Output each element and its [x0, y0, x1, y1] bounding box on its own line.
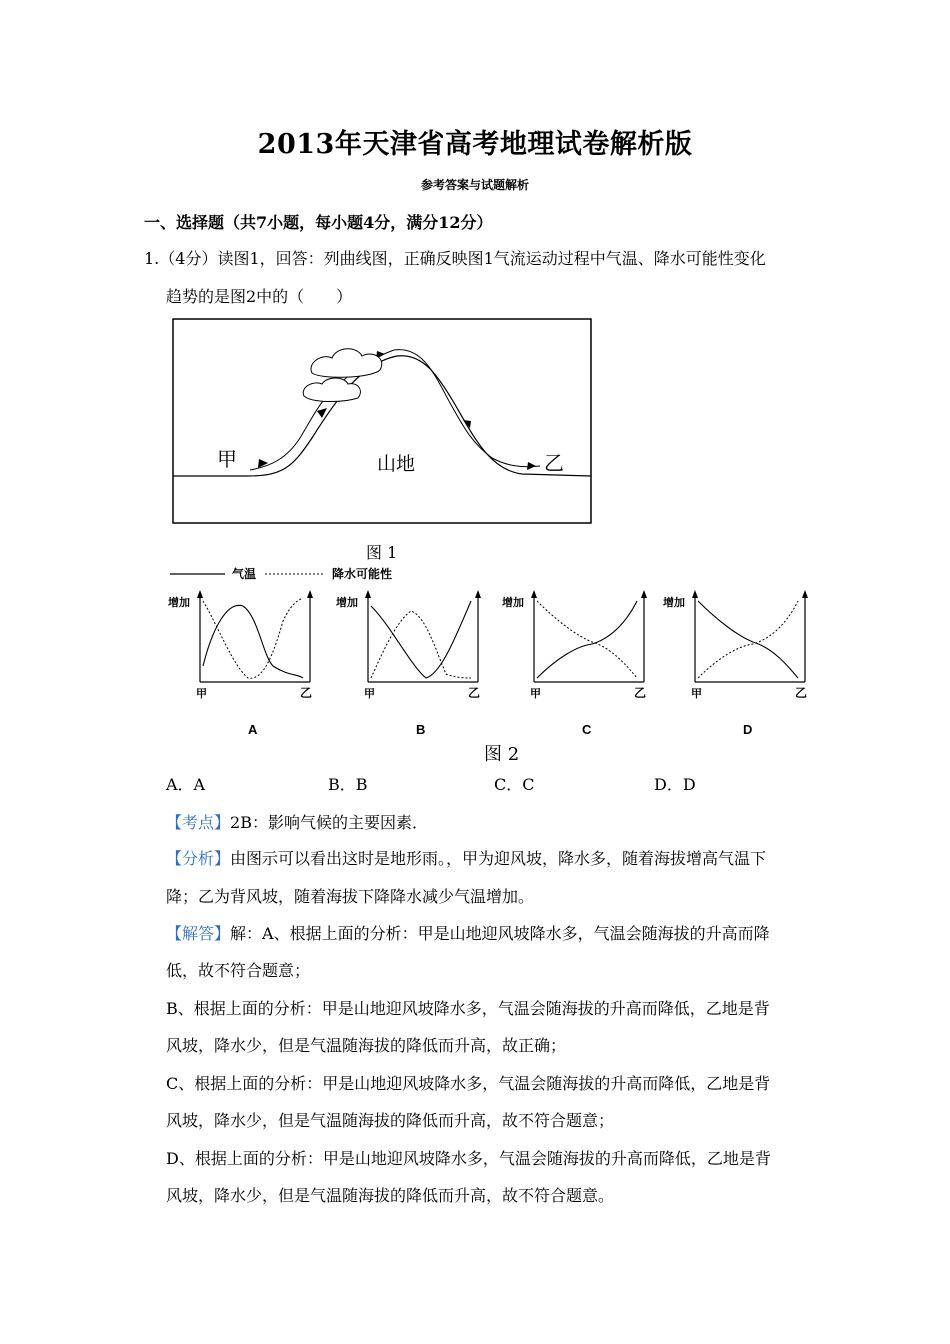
panel-label: B [416, 722, 426, 737]
axis-arrow-icon [531, 590, 537, 598]
figure-2-legend [170, 566, 392, 581]
x-label-end: 乙 [300, 686, 313, 700]
series-precipitation [203, 598, 303, 678]
y-axis-label: 增加 [336, 597, 358, 609]
y-axis-label: 增加 [663, 597, 685, 609]
fenxi-line-2: 降；乙为背风坡，随着海拔下降降水减少气温增加。 [166, 887, 535, 906]
option-d[interactable]: D．D [654, 775, 696, 794]
axis-arrow-icon [197, 590, 203, 598]
section-heading: 一、选择题（共7小题，每小题4分，满分12分） [144, 213, 493, 232]
x-label-start: 甲 [196, 688, 207, 700]
axis-arrow-icon [475, 590, 481, 598]
chart-panel-c [502, 590, 647, 737]
x-label-end: 乙 [468, 686, 481, 700]
chart-panel-b [336, 590, 481, 737]
chart-panel-d [663, 590, 808, 737]
panel-label: A [248, 722, 258, 737]
jieda-line-2: 低，故不符合题意； [166, 961, 311, 980]
jieda-text-1: 解：A、根据上面的分析：甲是山地迎风坡降水多，气温会随海拔的升高而降 [230, 924, 770, 943]
x-label-start: 甲 [364, 688, 375, 700]
kaodian-text: 2B：影响气候的主要因素． [230, 813, 428, 832]
figure-2-caption: 图 2 [484, 744, 520, 765]
y-axis-label: 增加 [502, 597, 524, 609]
page-subtitle: 参考答案与试题解析 [420, 178, 529, 192]
label-shandi: 山地 [377, 454, 416, 475]
figure-1 [172, 318, 592, 524]
legend-temperature: 气温 [232, 567, 257, 581]
figure-1-caption: 图 1 [366, 543, 398, 562]
panel-label: C [582, 722, 592, 737]
option-a[interactable]: A．A [166, 775, 206, 794]
axis-arrow-icon [641, 590, 647, 598]
figure-1-diagram [172, 318, 592, 524]
x-label-start: 甲 [530, 688, 541, 700]
jieda-line-1 [166, 921, 770, 944]
axis-arrow-icon [802, 590, 808, 598]
series-temperature [203, 605, 303, 678]
axis-arrow-icon [692, 590, 698, 598]
panel-label: D [743, 722, 753, 737]
option-b[interactable]: B．B [328, 775, 368, 794]
chart-panel-a [168, 590, 313, 737]
x-label-start: 甲 [691, 688, 702, 700]
series-temperature [698, 601, 798, 678]
question-line-1: 1.（4分）读图1，回答：列曲线图，正确反映图1气流运动过程中气温、降水可能性变化 [144, 249, 766, 268]
axis-arrow-icon [307, 590, 313, 598]
label-yi: 乙 [544, 453, 564, 475]
y-axis-label: 增加 [168, 597, 190, 609]
answer-d-line-1: D、根据上面的分析：甲是山地迎风坡降水多，气温会随海拔的升高而降低，乙地是背 [166, 1149, 771, 1168]
x-label-end: 乙 [795, 686, 808, 700]
answer-d-line-2: 风坡，降水少，但是气温随海拔的降低而升高，故不符合题意。 [166, 1186, 615, 1205]
answer-b-line-2: 风坡，降水少，但是气温随海拔的降低而升高，故正确； [166, 1036, 567, 1055]
series-temperature [537, 601, 637, 678]
fenxi-line-1 [166, 846, 766, 869]
answer-c-line-2: 风坡，降水少，但是气温随海拔的降低而升高，故不符合题意； [166, 1111, 615, 1130]
page-title: 2013年天津省高考地理试卷解析版 [257, 129, 693, 160]
series-precipitation [537, 601, 637, 678]
kaodian-line [166, 810, 428, 833]
label-jia: 甲 [217, 449, 237, 471]
figure-2 [160, 562, 820, 742]
answer-c-line-1: C、根据上面的分析：甲是山地迎风坡降水多，气温会随海拔的升高而降低，乙地是背 [166, 1074, 771, 1093]
series-precipitation [371, 611, 471, 678]
fenxi-tag: 【分析】 [166, 849, 231, 868]
figure-2-charts [160, 562, 820, 742]
axis-arrow-icon [365, 590, 371, 598]
kaodian-tag: 【考点】 [166, 813, 231, 832]
fenxi-text-1: 由图示可以看出这时是地形雨。，甲为迎风坡，降水多，随着海拔增高气温下 [230, 849, 767, 868]
jieda-tag: 【解答】 [166, 924, 231, 943]
question-line-2: 趋势的是图2中的（ ） [166, 287, 353, 306]
answer-b-line-1: B、根据上面的分析：甲是山地迎风坡降水多，气温会随海拔的升高而降低，乙地是背 [166, 999, 770, 1018]
x-label-end: 乙 [634, 686, 647, 700]
series-temperature [371, 601, 471, 678]
option-c[interactable]: C．C [494, 775, 535, 794]
legend-precipitation: 降水可能性 [332, 567, 393, 581]
